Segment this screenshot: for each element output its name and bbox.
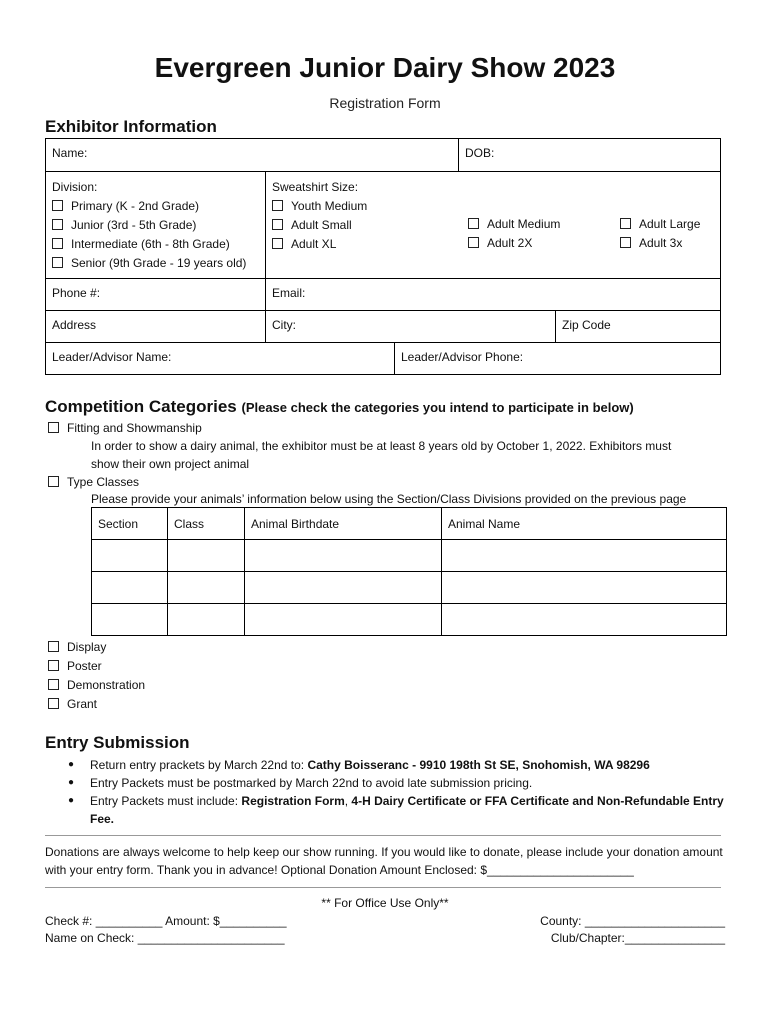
checkbox-icon[interactable] — [52, 257, 63, 268]
leader-phone-label: Leader/Advisor Phone: — [401, 350, 524, 364]
city-label: City: — [272, 318, 296, 332]
fitting-option[interactable]: Fitting and Showmanship — [48, 421, 202, 435]
checkbox-icon[interactable] — [48, 679, 59, 690]
list-item: ● Return entry prackets by March 22nd to: Cathy Boisseranc - 9910 198th St SE, Snohomish, WA 98296 — [68, 756, 728, 774]
email-field[interactable] — [265, 278, 721, 311]
checkbox-icon[interactable] — [48, 660, 59, 671]
checkbox-icon[interactable] — [272, 219, 283, 230]
checkbox-icon[interactable] — [272, 200, 283, 211]
grant-option[interactable]: Grant — [48, 697, 97, 711]
size-option[interactable]: Adult Small — [272, 216, 714, 235]
divider — [45, 887, 721, 888]
competition-note: (Please check the categories you intend to participate in below) — [241, 400, 634, 415]
list-item: ● Entry Packets must include: Registration Form, 4-H Dairy Certificate or FFA Certificate and Non-Refundable Entry Fee. — [68, 792, 728, 828]
column-header: Animal Name — [442, 508, 727, 540]
email-label: Email: — [272, 286, 306, 300]
poster-option[interactable]: Poster — [48, 659, 102, 673]
leader-name-field[interactable] — [45, 342, 395, 375]
size-option[interactable]: Adult Medium — [468, 215, 560, 234]
phone-field[interactable] — [45, 278, 266, 311]
entry-heading: Entry Submission — [45, 733, 190, 752]
division-option[interactable]: Senior (9th Grade - 19 years old) — [52, 254, 259, 273]
table-cell[interactable] — [245, 572, 442, 604]
city-field[interactable] — [265, 310, 556, 343]
divider — [45, 835, 721, 836]
division-option[interactable]: Intermediate (6th - 8th Grade) — [52, 235, 259, 254]
table-row — [92, 572, 727, 604]
checkbox-icon[interactable] — [48, 698, 59, 709]
competition-heading: Competition Categories (Please check the categories you intend to participate in below) — [45, 397, 634, 416]
checkbox-icon[interactable] — [468, 218, 479, 229]
size-option[interactable]: Adult 3x — [620, 234, 700, 253]
table-cell[interactable] — [92, 604, 168, 636]
name-on-check-line[interactable]: Name on Check: ______________________ — [45, 931, 285, 945]
table-cell[interactable] — [245, 604, 442, 636]
zip-label: Zip Code — [562, 318, 611, 332]
club-chapter-line[interactable]: Club/Chapter:_______________ — [550, 931, 725, 945]
checkbox-icon[interactable] — [272, 238, 283, 249]
leader-name-label: Leader/Advisor Name: — [52, 350, 172, 364]
dob-label: DOB: — [465, 146, 495, 160]
checkbox-icon[interactable] — [48, 422, 59, 433]
phone-label: Phone #: — [52, 286, 101, 300]
sweatshirt-cell — [265, 171, 721, 279]
form-title: Evergreen Junior Dairy Show 2023 — [154, 52, 616, 83]
checkbox-icon[interactable] — [52, 238, 63, 249]
check-amount-line[interactable]: Check #: __________ Amount: $__________ — [45, 914, 287, 928]
table-row — [92, 540, 727, 572]
table-cell[interactable] — [442, 540, 727, 572]
animal-table — [91, 507, 727, 636]
name-label: Name: — [52, 146, 88, 160]
checkbox-icon[interactable] — [620, 237, 631, 248]
form-subtitle: Registration Form — [329, 95, 441, 111]
display-option[interactable]: Display — [48, 640, 106, 654]
donation-text: Donations are always welcome to help keep our show running. If you would like to donate, please include your donation amount with your entry form. Thank you in advance! Optional Donation Amount Enclosed: $______________________ — [45, 845, 723, 877]
table-cell[interactable] — [92, 540, 168, 572]
table-cell[interactable] — [442, 604, 727, 636]
type-note: Please provide your animals’ information below using the Section/Class Divisions provided on the previous page — [91, 492, 687, 506]
table-cell[interactable] — [168, 572, 245, 604]
size-option[interactable]: Adult Large — [620, 215, 700, 234]
column-header: Section — [92, 508, 168, 540]
list-item: ● Entry Packets must be postmarked by March 22nd to avoid late submission pricing. — [68, 774, 728, 792]
division-label: Division: — [52, 180, 98, 194]
county-line[interactable]: County: _____________________ — [540, 914, 725, 928]
checkbox-icon[interactable] — [48, 641, 59, 652]
table-header-row — [92, 508, 727, 540]
demonstration-option[interactable]: Demonstration — [48, 678, 145, 692]
size-option[interactable]: Adult 2X — [468, 234, 560, 253]
address-label: Address — [52, 318, 97, 332]
type-option[interactable]: Type Classes — [48, 475, 139, 489]
division-option[interactable]: Primary (K - 2nd Grade) — [52, 197, 259, 216]
table-cell[interactable] — [245, 540, 442, 572]
checkbox-icon[interactable] — [468, 237, 479, 248]
table-cell[interactable] — [168, 540, 245, 572]
entry-list — [68, 756, 728, 828]
fitting-note-2: show their own project animal — [91, 457, 250, 471]
division-cell — [45, 171, 266, 279]
checkbox-icon[interactable] — [52, 200, 63, 211]
leader-phone-field[interactable] — [394, 342, 721, 375]
column-header: Animal Birthdate — [245, 508, 442, 540]
size-option[interactable]: Adult XL — [272, 235, 714, 254]
sweatshirt-label: Sweatshirt Size: — [272, 180, 359, 194]
name-field[interactable] — [45, 138, 459, 172]
checkbox-icon[interactable] — [52, 219, 63, 230]
checkbox-icon[interactable] — [620, 218, 631, 229]
address-field[interactable] — [45, 310, 266, 343]
table-cell[interactable] — [92, 572, 168, 604]
table-cell[interactable] — [442, 572, 727, 604]
table-cell[interactable] — [168, 604, 245, 636]
division-option[interactable]: Junior (3rd - 5th Grade) — [52, 216, 259, 235]
column-header: Class — [168, 508, 245, 540]
checkbox-icon[interactable] — [48, 476, 59, 487]
dob-field[interactable] — [458, 138, 721, 172]
size-option[interactable]: Youth Medium — [272, 197, 714, 216]
fitting-note-1: In order to show a dairy animal, the exhibitor must be at least 8 years old by October 1, 2022. Exhibitors must — [91, 439, 672, 453]
zip-field[interactable] — [555, 310, 721, 343]
table-row — [92, 604, 727, 636]
exhibitor-heading: Exhibitor Information — [45, 117, 217, 136]
office-heading: ** For Office Use Only** — [321, 896, 449, 910]
